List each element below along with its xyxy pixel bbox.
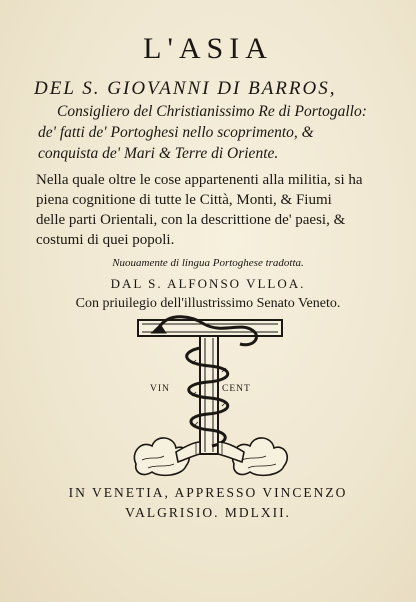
device-motto-right: CENT (222, 384, 251, 394)
subtitle-line-1: Consigliero del Christianissimo Re di Portogallo: (57, 103, 367, 120)
privilege-line: Con priuilegio dell'illustrissimo Senato Veneto. (75, 296, 341, 311)
author-line: DEL S. GIOVANNI DI BARROS, (34, 78, 337, 99)
subtitle-line-3: conquista de' Mari & Terre di Oriente. (38, 145, 279, 162)
imprint-line-2: VALGRISIO. MDLXII. (125, 505, 291, 520)
translation-note: Nuouamente di lingua Portoghese tradotta. (112, 257, 304, 269)
description-line-3: delle parti Orientali, con la descrittione de' paesi, & (36, 212, 346, 228)
device-motto-left: VIN (150, 384, 170, 394)
translator-line: DAL S. ALFONSO VLLOA. (110, 276, 306, 291)
printers-device-woodcut (130, 314, 290, 480)
subtitle-line-2: de' fatti de' Portoghesi nello scoprimento, & (38, 124, 314, 141)
book-title: L'ASIA (143, 32, 273, 65)
description-line-1: Nella quale oltre le cose appartenenti alla militia, si ha (36, 172, 363, 188)
description-line-2: piena cognitione di tutte le Città, Monti, & Fiumi (36, 192, 332, 208)
imprint-line-1: IN VENETIA, APPRESSO VINCENZO (68, 485, 348, 500)
description-line-4: costumi di quei popoli. (36, 232, 175, 248)
